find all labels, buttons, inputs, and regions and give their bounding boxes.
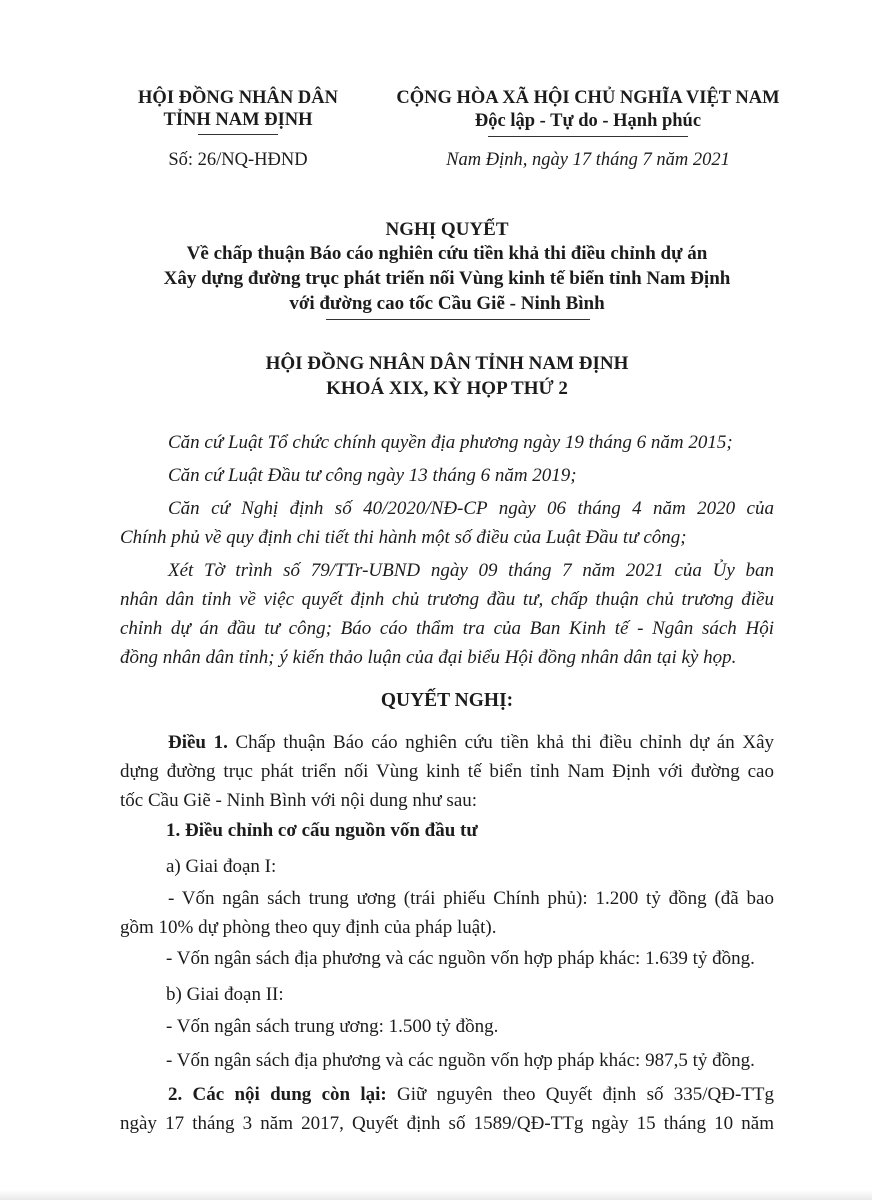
- section-2-line-1: Giữ nguyên theo Quyết định số 335/QĐ-TTg: [397, 1084, 774, 1105]
- basis-line: Căn cứ Nghị định số 40/2020/NĐ-CP ngày 06 tháng 4 năm 2020 của: [168, 498, 774, 519]
- section-2-heading: 2. Các nội dung còn lại:: [168, 1084, 387, 1105]
- article-1-line-1: Chấp thuận Báo cáo nghiên cứu tiền khả thi điều chỉnh dự án Xây: [235, 732, 775, 753]
- section-1-heading: 1. Điều chỉnh cơ cấu nguồn vốn đầu tư: [166, 820, 478, 841]
- phase-2-item-2: - Vốn ngân sách địa phương và các nguồn vốn hợp pháp khác: 987,5 tỷ đồng.: [166, 1050, 755, 1071]
- resolve-heading: QUYẾT NGHỊ:: [380, 690, 514, 711]
- scan-bottom-edge: [0, 1190, 872, 1200]
- basis-line: Xét Tờ trình số 79/TTr-UBND ngày 09 tháng 7 năm 2021 của Ủy ban: [168, 560, 774, 581]
- phase-1-label: a) Giai đoạn I:: [166, 856, 277, 877]
- phase-2-item-1: - Vốn ngân sách trung ương: 1.500 tỷ đồng.: [166, 1016, 499, 1037]
- article-1-line-2: dựng đường trục phát triển nối Vùng kinh tế biển tỉnh Nam Định với đường cao: [120, 761, 774, 782]
- subject-line-2: Xây dựng đường trục phát triển nối Vùng kinh tế biển tỉnh Nam Định: [163, 268, 731, 289]
- agency-underline: [198, 134, 278, 135]
- basis-line: đồng nhân dân tỉnh; ý kiến thảo luận của đại biểu Hội đồng nhân dân tại kỳ họp.: [120, 647, 737, 668]
- council-name: HỘI ĐỒNG NHÂN DÂN TỈNH NAM ĐỊNH: [265, 353, 629, 374]
- document-type: NGHỊ QUYẾT: [385, 219, 509, 240]
- place-and-date: Nam Định, ngày 17 tháng 7 năm 2021: [446, 150, 730, 170]
- basis-line: chỉnh dự án đầu tư công; Báo cáo thẩm tra của Ban Kinh tế - Ngân sách Hội: [120, 618, 774, 639]
- basis-line: Căn cứ Luật Tổ chức chính quyền địa phương ngày 19 tháng 6 năm 2015;: [168, 432, 733, 453]
- basis-line: Căn cứ Luật Đầu tư công ngày 13 tháng 6 năm 2019;: [168, 465, 577, 486]
- article-1: [120, 728, 774, 815]
- subject-line-3: với đường cao tốc Cầu Giẽ - Ninh Bình: [289, 293, 605, 314]
- section-2: [120, 1080, 774, 1138]
- subject-line-1: Về chấp thuận Báo cáo nghiên cứu tiền khả thi điều chỉnh dự án: [186, 243, 708, 264]
- document-number: Số: 26/NQ-HĐND: [168, 150, 308, 170]
- basis-line: nhân dân tỉnh về việc quyết định chủ trương đầu tư, chấp thuận chủ trương điều: [120, 589, 774, 610]
- agency-name-line1: HỘI ĐỒNG NHÂN DÂN: [138, 88, 338, 108]
- national-motto: Độc lập - Tự do - Hạnh phúc: [474, 111, 702, 131]
- council-session: KHOÁ XIX, KỲ HỌP THỨ 2: [326, 378, 568, 399]
- basis-line: Chính phủ về quy định chi tiết thi hành một số điều của Luật Đầu tư công;: [120, 527, 687, 548]
- phase-1-item-2: - Vốn ngân sách địa phương và các nguồn vốn hợp pháp khác: 1.639 tỷ đồng.: [166, 948, 755, 969]
- motto-underline: [488, 136, 688, 137]
- article-1-line-3: tốc Cầu Giẽ - Ninh Bình với nội dung như sau:: [120, 790, 478, 811]
- title-underline: [326, 319, 590, 320]
- nation-name: CỘNG HÒA XÃ HỘI CHỦ NGHĨA VIỆT NAM: [396, 88, 780, 108]
- legal-bases: [120, 428, 774, 672]
- article-1-label: Điều 1.: [168, 732, 228, 753]
- agency-name-line2: TỈNH NAM ĐỊNH: [163, 110, 313, 130]
- phase-1-item-1: - Vốn ngân sách trung ương (trái phiếu Chính phủ): 1.200 tỷ đồng (đã bao gồm 10% dự phòng theo quy định của pháp luật).: [120, 888, 774, 938]
- section-2-line-2: ngày 17 tháng 3 năm 2017, Quyết định số 1589/QĐ-TTg ngày 15 tháng 10 năm: [120, 1113, 774, 1134]
- phase-2-label: b) Giai đoạn II:: [166, 984, 284, 1005]
